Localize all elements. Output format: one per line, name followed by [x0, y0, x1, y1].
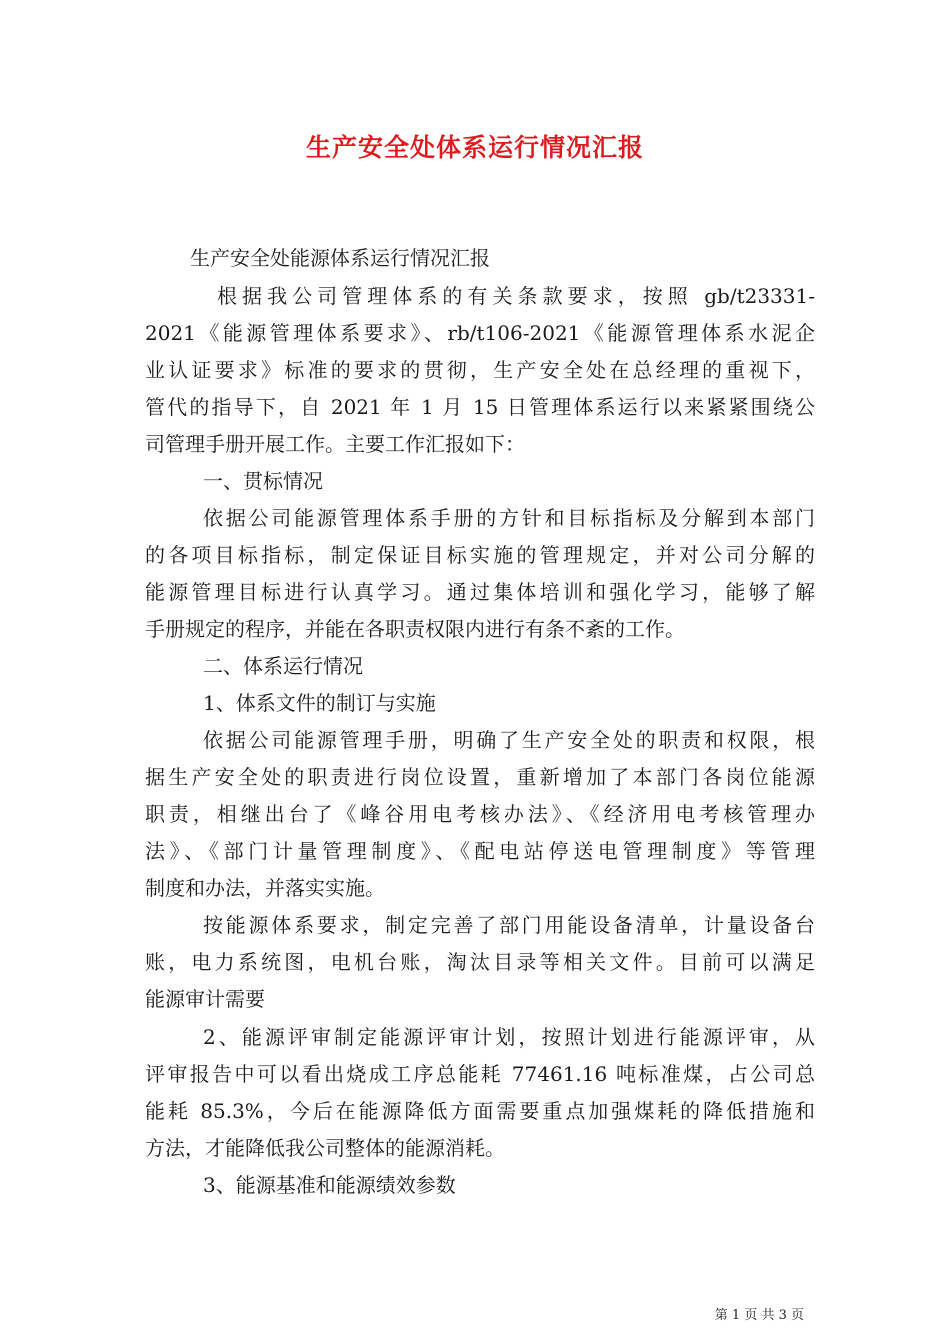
document-title: 生产安全处体系运行情况汇报 [305, 133, 644, 162]
body-line: 3、能源基准和能源绩效参数 [203, 1173, 456, 1197]
body-line: 能源审计需要 [145, 987, 265, 1011]
body-line: 管代的指导下，自 2021 年 1 月 15 日管理体系运行以来紧紧围绕公 [145, 395, 815, 419]
body-line: 依据公司能源管理体系手册的方针和目标指标及分解到本部门 [203, 506, 815, 530]
body-line: 方法，才能降低我公司整体的能源消耗。 [145, 1136, 505, 1160]
body-line: 法》、《部门计量管理制度》、《配电站停送电管理制度》等管理 [145, 839, 815, 863]
body-line: 职责，相继出台了《峰谷用电考核办法》、《经济用电考核管理办 [145, 802, 815, 826]
body-line: 据生产安全处的职责进行岗位设置，重新增加了本部门各岗位能源 [145, 765, 815, 789]
body-line: 业认证要求》标准的要求的贯彻，生产安全处在总经理的重视下， [145, 358, 815, 382]
body-line: 评审报告中可以看出烧成工序总能耗 77461.16 吨标准煤，占公司总 [145, 1062, 815, 1086]
body-line: 能源管理目标进行认真学习。通过集体培训和强化学习，能够了解 [145, 580, 815, 604]
body-line: 按能源体系要求，制定完善了部门用能设备清单，计量设备台 [203, 913, 815, 937]
body-line: 司管理手册开展工作。主要工作汇报如下： [145, 432, 525, 456]
page-footer: 第 1 页 共 3 页 [714, 1308, 804, 1323]
body-line: 手册规定的程序，并能在各职责权限内进行有条不紊的工作。 [145, 617, 685, 641]
body-line: 的各项目标指标，制定保证目标实施的管理规定，并对公司分解的 [145, 543, 815, 567]
body-line: 二、体系运行情况 [203, 654, 363, 678]
body-line: 能耗 85.3%，今后在能源降低方面需要重点加强煤耗的降低措施和 [145, 1099, 815, 1123]
body-line: 1、体系文件的制订与实施 [203, 691, 436, 715]
body-line: 一、贯标情况 [203, 469, 323, 493]
body-line: 制度和办法，并落实实施。 [145, 876, 385, 900]
body-line: 2021《能源管理体系要求》、rb/t106-2021《能源管理体系水泥企 [145, 321, 815, 345]
body-line: 生产安全处能源体系运行情况汇报 [190, 246, 490, 270]
body-line: 根据我公司管理体系的有关条款要求，按照 gb/t23331- [217, 284, 815, 308]
body-line: 账，电力系统图，电机台账，淘汰目录等相关文件。目前可以满足 [145, 950, 815, 974]
body-line: 2、能源评审制定能源评审计划，按照计划进行能源评审，从 [203, 1025, 815, 1049]
body-line: 依据公司能源管理手册，明确了生产安全处的职责和权限，根 [203, 728, 815, 752]
